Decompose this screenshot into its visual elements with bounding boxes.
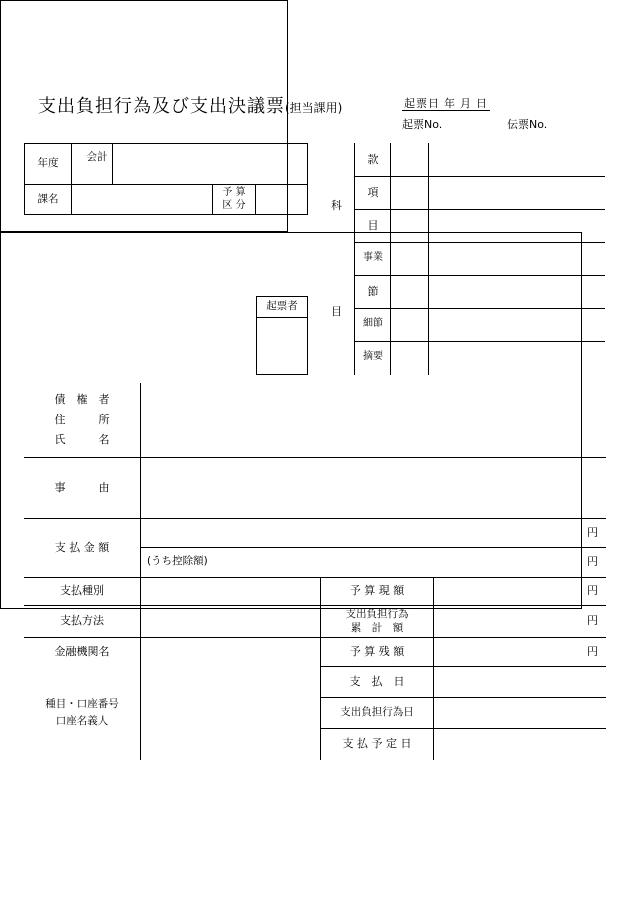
yen-symbol-4: 円: [587, 614, 598, 628]
kamoku-side-label: [318, 143, 355, 375]
futan-ruikei-label-cell: [321, 605, 434, 638]
ticket-no-label: 起票No.: [402, 118, 443, 131]
yen-symbol-1: 円: [587, 525, 598, 539]
kihyousha-value-cell[interactable]: [256, 317, 308, 375]
kinyu-kikan-label-cell: [24, 637, 141, 667]
saikensha-label-2: 住 所: [54, 413, 110, 427]
kamoku-row-col1-1[interactable]: [391, 176, 429, 210]
shiharai-houhou-label-cell: [24, 605, 141, 638]
issue-date-label: 起票日: [404, 97, 440, 110]
shumoku-label-cell: [24, 666, 141, 760]
futan-koui-bi-label: 支出負担行為日: [340, 705, 414, 718]
issue-month-label: 月: [460, 97, 472, 110]
yosan-kubun-label-cell: [212, 184, 256, 215]
kamoku-row-col1-4[interactable]: [391, 275, 429, 309]
shiharai-bi-value-cell[interactable]: [434, 666, 606, 698]
shiharai-kingaku-value-cell[interactable]: [141, 518, 606, 548]
kamoku-row-col1-3[interactable]: [391, 242, 429, 276]
nendo-label-cell: [24, 143, 72, 185]
kamei-label-cell: [24, 184, 72, 215]
issue-day-label: 日: [476, 97, 488, 110]
kamoku-row-col2-2[interactable]: [429, 209, 605, 243]
saikensha-label-1: 債 権 者: [54, 393, 110, 407]
yosan-zangaku-value-cell[interactable]: [434, 637, 606, 667]
kaikei-label: [80, 150, 114, 166]
kamoku-row-label-3: [355, 242, 391, 276]
kamoku-row-label-4: [355, 275, 391, 309]
kihyousha-label: 起票者: [266, 300, 298, 313]
slip-no-label: 伝票No.: [507, 118, 548, 131]
kamoku-label-3: 事業: [363, 252, 383, 264]
kamoku-row-col2-0[interactable]: [429, 143, 605, 177]
kaikei-label-text: 会計: [86, 151, 108, 164]
kihyousha-label-cell: [256, 296, 308, 318]
kamei-value-cell[interactable]: [71, 184, 213, 215]
saikensha-label-3: 氏 名: [54, 432, 110, 446]
issue-date-row: [402, 94, 612, 113]
yen-symbol-3: 円: [587, 584, 598, 598]
kaikei-value-cell[interactable]: [112, 143, 308, 185]
shiharai-yotei-bi-label-cell: [321, 728, 434, 760]
saikensha-label-cell: [24, 383, 141, 458]
yosan-gengaku-label-cell: [321, 577, 434, 606]
shiharai-kingaku-label: 支 払 金 額: [54, 540, 110, 554]
kamei-label: 課名: [37, 192, 59, 205]
kamoku-label-4: 節: [367, 284, 379, 298]
yosan-zangaku-label: 予 算 残 額: [349, 644, 405, 658]
jiyuu-label-cell: [24, 457, 141, 519]
kamoku-row-col2-6[interactable]: [429, 341, 605, 374]
yosan-gengaku-value-cell[interactable]: [434, 577, 606, 606]
shiharai-bi-label-cell: [321, 666, 434, 698]
page-title: [38, 92, 388, 118]
futan-ruikei-value-cell[interactable]: [434, 605, 606, 638]
kamoku-row-label-2: [355, 209, 391, 243]
kamoku-row-col2-3[interactable]: [429, 242, 605, 276]
shiharai-yotei-bi-label: 支 払 予 定 日: [342, 737, 412, 751]
shiharai-bi-label: 支 払 日: [349, 674, 405, 688]
kamoku-label-2: 目: [367, 218, 379, 232]
shumoku-label-2: 口座名義人: [55, 715, 109, 727]
futan-ruikei-label-2: 累 計 額: [350, 622, 404, 634]
kojo-label: (うち控除額): [147, 555, 208, 568]
shiharai-houhou-label: 支払方法: [60, 614, 104, 628]
kinyu-kikan-value-cell[interactable]: [141, 637, 321, 760]
kamoku-side-label-top: 科: [331, 199, 342, 213]
nendo-label: 年度: [37, 157, 59, 170]
kamoku-label-1: 項: [367, 185, 379, 199]
shiharai-shubetsu-label-cell: [24, 577, 141, 606]
yosan-kubun-value-cell[interactable]: [255, 184, 308, 215]
kamoku-side-label-bottom: 目: [331, 305, 342, 318]
yosan-gengaku-label: 予 算 現 額: [349, 584, 405, 598]
yen-symbol-2: 円: [587, 555, 598, 569]
yen-symbol-5: 円: [587, 644, 598, 658]
jiyuu-value-cell[interactable]: [141, 457, 606, 519]
futan-ruikei-label-1: 支出負担行為: [345, 607, 409, 620]
shiharai-yotei-bi-value-cell[interactable]: [434, 728, 606, 760]
saikensha-value-cell[interactable]: [141, 383, 606, 458]
title-block: [38, 92, 388, 118]
kamoku-row-col2-1[interactable]: [429, 176, 605, 210]
kamoku-row-label-1: [355, 176, 391, 210]
shumoku-label-1: 種目・口座番号: [45, 698, 119, 711]
kamoku-row-col1-5[interactable]: [391, 308, 429, 342]
issue-number-row: [402, 115, 612, 134]
jiyuu-label: 事 由: [54, 480, 110, 494]
futan-koui-bi-label-cell: [321, 697, 434, 729]
kamoku-row-label-0: [355, 143, 391, 177]
kamoku-row-col1-2[interactable]: [391, 209, 429, 243]
kamoku-label-0: 款: [367, 152, 379, 166]
futan-koui-bi-value-cell[interactable]: [434, 697, 606, 729]
shiharai-shubetsu-value-cell[interactable]: [141, 577, 321, 606]
kojo-row[interactable]: [141, 547, 606, 578]
page-title-suffix: (担当課用): [285, 101, 343, 115]
kamoku-row-col2-4[interactable]: [429, 275, 605, 309]
kamoku-label-6: 摘要: [363, 351, 383, 363]
shiharai-houhou-value-cell[interactable]: [141, 605, 321, 638]
kamoku-row-col1-0[interactable]: [391, 143, 429, 177]
shiharai-kingaku-label-cell: [24, 518, 141, 578]
kamoku-row-col2-5[interactable]: [429, 308, 605, 342]
yosan-kubun-label-line2: 区 分: [222, 199, 246, 211]
issue-year-label: 年: [444, 97, 456, 110]
page-title-text: 支出負担行為及び支出決議票: [38, 96, 285, 117]
yosan-kubun-label-line1: 予 算: [222, 187, 246, 198]
yosan-zangaku-label-cell: [321, 637, 434, 667]
shiharai-shubetsu-label: 支払種別: [60, 584, 104, 598]
kamoku-row-label-6: [355, 341, 391, 374]
kamoku-label-5: 細節: [363, 318, 383, 330]
kinyu-kikan-label: 金融機関名: [54, 645, 110, 659]
issue-block: [402, 94, 612, 134]
kamoku-row-col1-6[interactable]: [391, 341, 429, 374]
kamoku-row-label-5: [355, 308, 391, 342]
